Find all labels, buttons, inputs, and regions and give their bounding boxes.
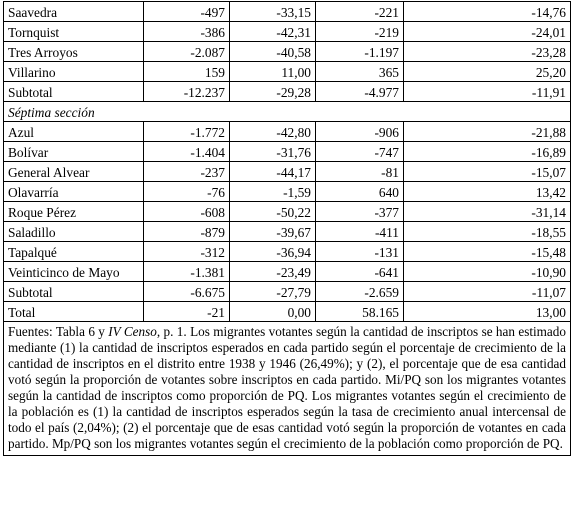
total-mp-cell: 58.165 bbox=[316, 302, 404, 322]
mp-value-cell: -131 bbox=[316, 242, 404, 262]
mp-pq-cell: -16,89 bbox=[404, 142, 571, 162]
mi-value-cell: -12.237 bbox=[144, 82, 230, 102]
table-row bbox=[4, 82, 571, 102]
table-row bbox=[4, 42, 571, 62]
mi-value-cell: -6.675 bbox=[144, 282, 230, 302]
partido-cell: Azul bbox=[4, 122, 144, 142]
mi-value-cell: -76 bbox=[144, 182, 230, 202]
partido-cell: Tornquist bbox=[4, 22, 144, 42]
total-row bbox=[4, 302, 571, 322]
total-mi-cell: -21 bbox=[144, 302, 230, 322]
mi-pq-cell: -36,94 bbox=[230, 242, 316, 262]
table-row bbox=[4, 222, 571, 242]
total-mi-pq-cell: 0,00 bbox=[230, 302, 316, 322]
mp-pq-cell: 13,42 bbox=[404, 182, 571, 202]
mp-pq-cell: -21,88 bbox=[404, 122, 571, 142]
mp-pq-cell: -31,14 bbox=[404, 202, 571, 222]
mp-pq-cell: -23,28 bbox=[404, 42, 571, 62]
mi-pq-cell: -29,28 bbox=[230, 82, 316, 102]
mi-pq-cell: -50,22 bbox=[230, 202, 316, 222]
mi-pq-cell: 11,00 bbox=[230, 62, 316, 82]
table-row bbox=[4, 262, 571, 282]
mi-pq-cell: -23,49 bbox=[230, 262, 316, 282]
table-body-top bbox=[4, 2, 571, 102]
mp-value-cell: -4.977 bbox=[316, 82, 404, 102]
mi-value-cell: -608 bbox=[144, 202, 230, 222]
mi-pq-cell: -44,17 bbox=[230, 162, 316, 182]
mi-pq-cell: -42,31 bbox=[230, 22, 316, 42]
partido-cell: General Alvear bbox=[4, 162, 144, 182]
mi-value-cell: -386 bbox=[144, 22, 230, 42]
partido-cell: Tapalqué bbox=[4, 242, 144, 262]
mp-value-cell: -1.197 bbox=[316, 42, 404, 62]
mi-value-cell: -497 bbox=[144, 2, 230, 22]
mp-value-cell: 365 bbox=[316, 62, 404, 82]
mp-pq-cell: -18,55 bbox=[404, 222, 571, 242]
mp-pq-cell: -14,76 bbox=[404, 2, 571, 22]
table-row bbox=[4, 242, 571, 262]
notes-italic: IV Censo bbox=[108, 324, 157, 339]
mi-pq-cell: -1,59 bbox=[230, 182, 316, 202]
total-mp-pq-cell: 13,00 bbox=[404, 302, 571, 322]
mp-value-cell: -219 bbox=[316, 22, 404, 42]
mi-value-cell: -237 bbox=[144, 162, 230, 182]
partido-cell: Subtotal bbox=[4, 282, 144, 302]
table-body-total bbox=[4, 302, 571, 322]
mp-pq-cell: -11,07 bbox=[404, 282, 571, 302]
mi-pq-cell: -42,80 bbox=[230, 122, 316, 142]
mp-value-cell: -377 bbox=[316, 202, 404, 222]
partido-cell: Bolívar bbox=[4, 142, 144, 162]
mp-value-cell: -2.659 bbox=[316, 282, 404, 302]
table-row bbox=[4, 182, 571, 202]
mi-value-cell: -1.772 bbox=[144, 122, 230, 142]
sources-note bbox=[4, 322, 571, 456]
mi-pq-cell: -40,58 bbox=[230, 42, 316, 62]
table-body-septima bbox=[4, 122, 571, 302]
section-header bbox=[4, 102, 571, 122]
mp-value-cell: -221 bbox=[316, 2, 404, 22]
mi-value-cell: -1.404 bbox=[144, 142, 230, 162]
partido-cell: Saladillo bbox=[4, 222, 144, 242]
notes-rest: , p. 1. Los migrantes votantes según la cantidad de inscriptos se han estimado mediante (1) la cantidad de inscriptos esperados en cada partido según el porcentaje de crecimiento de la cantidad de inscriptos en el distrito entre 1938 y 1946 (26,49%); y (2), el porcentaje que de esa cantidad votó según la proporción de votantes sobre inscriptos en cada partido. Mi/PQ son los migrantes votantes según la cantidad de inscriptos como proporción de PQ. Los migrantes votantes según el crecimiento de la población es (1) la cantidad de inscriptos esperados según la tasa de crecimiento anual intercensal de todo el país (2,04%); (2) el porcentaje que de esas cantidad votó según la proporción de votantes en cada partido. Mp/PQ son los migrantes votantes según el crecimiento de la población como proporción de PQ. bbox=[8, 324, 566, 451]
section-title: Séptima sección bbox=[4, 102, 571, 122]
mp-value-cell: -747 bbox=[316, 142, 404, 162]
table-row bbox=[4, 22, 571, 42]
mp-value-cell: -411 bbox=[316, 222, 404, 242]
partido-cell: Villarino bbox=[4, 62, 144, 82]
table-row bbox=[4, 62, 571, 82]
table-row bbox=[4, 162, 571, 182]
mi-pq-cell: -33,15 bbox=[230, 2, 316, 22]
mi-value-cell: -312 bbox=[144, 242, 230, 262]
total-label-cell: Total bbox=[4, 302, 144, 322]
table-row bbox=[4, 2, 571, 22]
mp-pq-cell: -15,48 bbox=[404, 242, 571, 262]
partido-cell: Saavedra bbox=[4, 2, 144, 22]
mi-pq-cell: -39,67 bbox=[230, 222, 316, 242]
partido-cell: Subtotal bbox=[4, 82, 144, 102]
notes-row bbox=[4, 322, 571, 456]
mp-pq-cell: 25,20 bbox=[404, 62, 571, 82]
notes-prefix: Fuentes: Tabla 6 y bbox=[8, 324, 109, 339]
mp-pq-cell: -10,90 bbox=[404, 262, 571, 282]
mp-value-cell: 640 bbox=[316, 182, 404, 202]
table-row bbox=[4, 282, 571, 302]
partido-cell: Roque Pérez bbox=[4, 202, 144, 222]
mi-value-cell: -879 bbox=[144, 222, 230, 242]
mi-pq-cell: -31,76 bbox=[230, 142, 316, 162]
mi-pq-cell: -27,79 bbox=[230, 282, 316, 302]
mp-pq-cell: -24,01 bbox=[404, 22, 571, 42]
mi-value-cell: 159 bbox=[144, 62, 230, 82]
mp-pq-cell: -11,91 bbox=[404, 82, 571, 102]
migrants-table bbox=[3, 1, 571, 456]
mi-value-cell: -1.381 bbox=[144, 262, 230, 282]
notes-body bbox=[4, 322, 571, 456]
partido-cell: Tres Arroyos bbox=[4, 42, 144, 62]
mi-value-cell: -2.087 bbox=[144, 42, 230, 62]
partido-cell: Veinticinco de Mayo bbox=[4, 262, 144, 282]
mp-value-cell: -81 bbox=[316, 162, 404, 182]
table-container bbox=[3, 1, 570, 456]
mp-pq-cell: -15,07 bbox=[404, 162, 571, 182]
table-row bbox=[4, 122, 571, 142]
mp-value-cell: -906 bbox=[316, 122, 404, 142]
table-row bbox=[4, 202, 571, 222]
partido-cell: Olavarría bbox=[4, 182, 144, 202]
mp-value-cell: -641 bbox=[316, 262, 404, 282]
section-row bbox=[4, 102, 571, 122]
table-row bbox=[4, 142, 571, 162]
